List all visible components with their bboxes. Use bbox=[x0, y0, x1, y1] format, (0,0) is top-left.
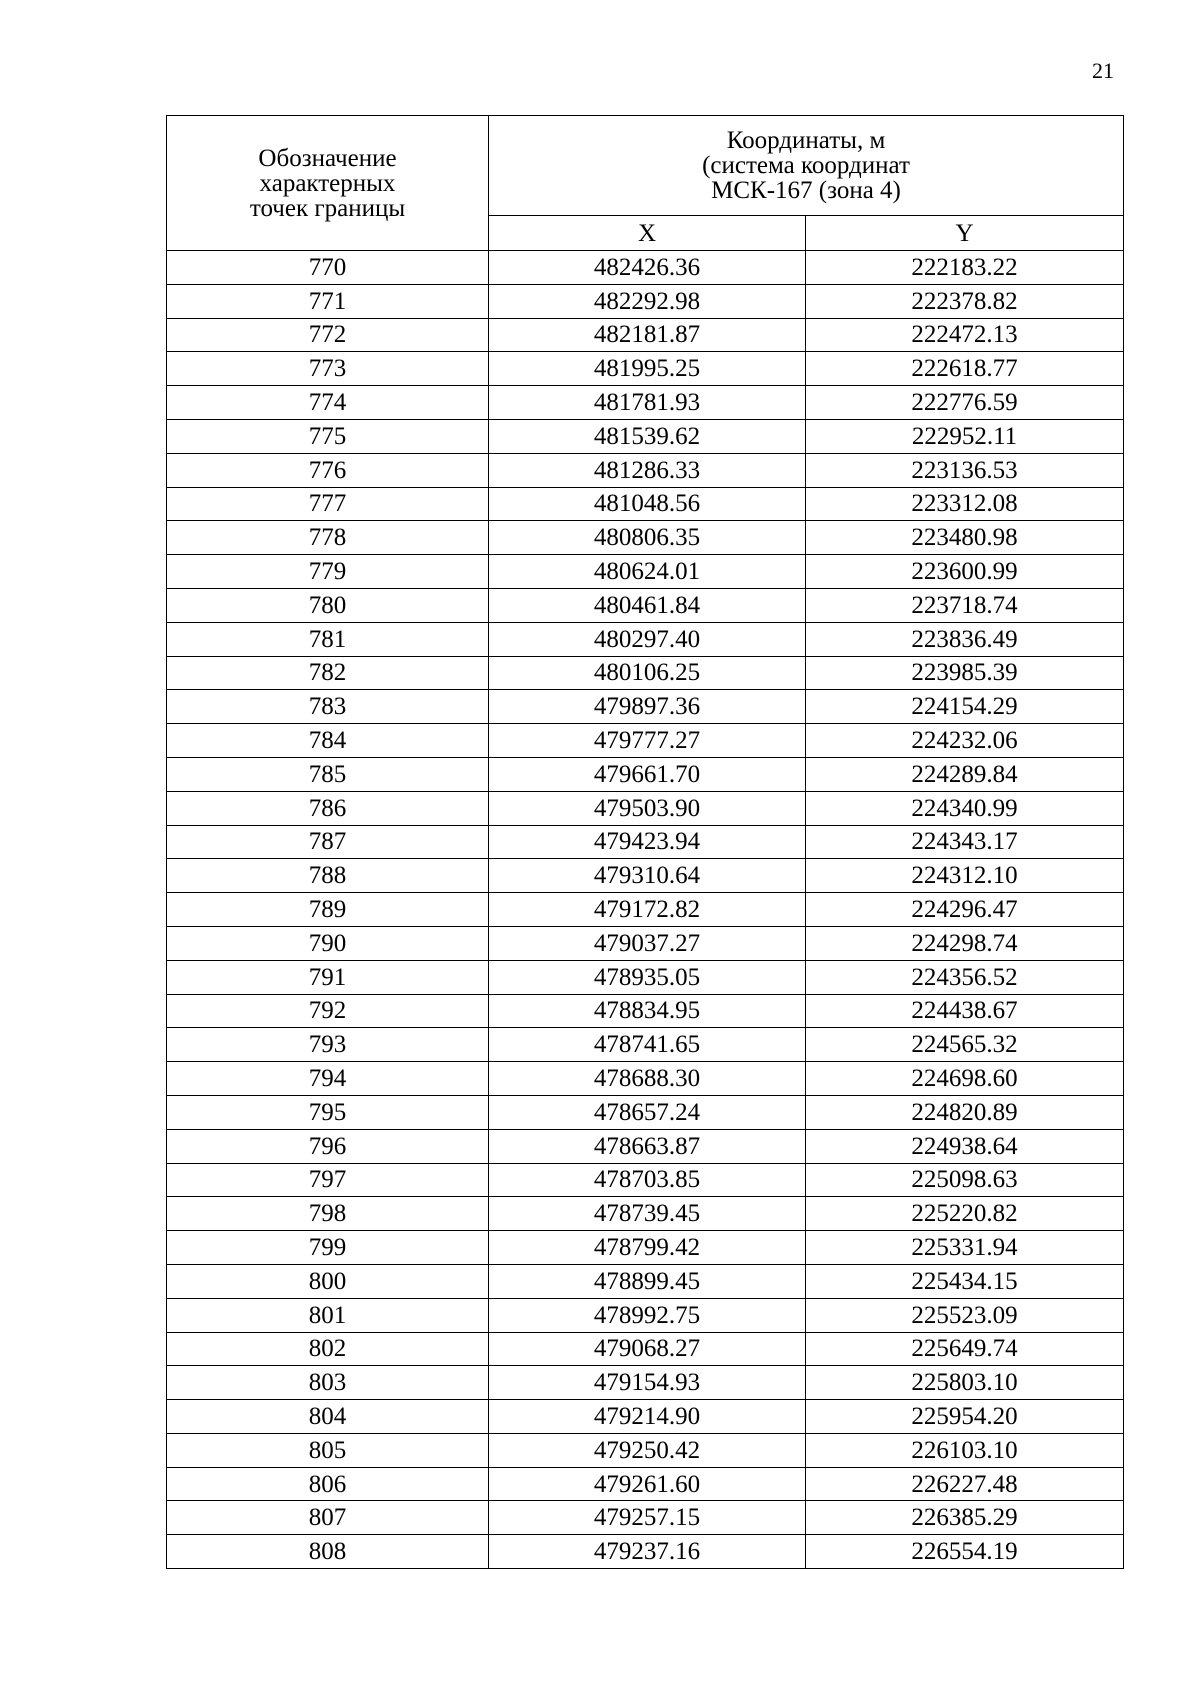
x-coordinate-cell: 482292.98 bbox=[489, 284, 806, 318]
point-cell: 785 bbox=[167, 757, 489, 791]
point-designation-header bbox=[167, 116, 489, 251]
x-coordinate-cell: 479172.82 bbox=[489, 893, 806, 927]
y-coordinate-cell: 222952.11 bbox=[806, 419, 1124, 453]
coords-header-line: МСК-167 (зона 4) bbox=[711, 177, 901, 205]
y-coordinate-cell: 222378.82 bbox=[806, 284, 1124, 318]
point-cell: 807 bbox=[167, 1501, 489, 1535]
x-coordinate-cell: 481539.62 bbox=[489, 419, 806, 453]
table-row bbox=[167, 352, 1124, 386]
coords-header-line: (система координат bbox=[702, 152, 910, 180]
point-cell: 772 bbox=[167, 318, 489, 352]
x-coordinate-cell: 478741.65 bbox=[489, 1028, 806, 1062]
table-row bbox=[167, 994, 1124, 1028]
table-row bbox=[167, 386, 1124, 420]
x-coordinate-cell: 479154.93 bbox=[489, 1366, 806, 1400]
table-row bbox=[167, 1163, 1124, 1197]
point-cell: 774 bbox=[167, 386, 489, 420]
y-coordinate-cell: 224938.64 bbox=[806, 1129, 1124, 1163]
table-row bbox=[167, 1332, 1124, 1366]
table-row bbox=[167, 1028, 1124, 1062]
x-column-header: X bbox=[489, 216, 806, 251]
point-cell: 806 bbox=[167, 1467, 489, 1501]
x-coordinate-cell: 482181.87 bbox=[489, 318, 806, 352]
point-cell: 770 bbox=[167, 251, 489, 285]
table-row bbox=[167, 791, 1124, 825]
x-coordinate-cell: 480297.40 bbox=[489, 622, 806, 656]
y-coordinate-cell: 222776.59 bbox=[806, 386, 1124, 420]
y-coordinate-cell: 225220.82 bbox=[806, 1197, 1124, 1231]
y-coordinate-cell: 224289.84 bbox=[806, 757, 1124, 791]
point-cell: 803 bbox=[167, 1366, 489, 1400]
point-cell: 781 bbox=[167, 622, 489, 656]
x-coordinate-cell: 478899.45 bbox=[489, 1264, 806, 1298]
x-coordinate-cell: 480624.01 bbox=[489, 555, 806, 589]
point-cell: 796 bbox=[167, 1129, 489, 1163]
y-coordinate-cell: 224820.89 bbox=[806, 1095, 1124, 1129]
y-coordinate-cell: 223136.53 bbox=[806, 453, 1124, 487]
y-coordinate-cell: 223985.39 bbox=[806, 656, 1124, 690]
table-row bbox=[167, 1467, 1124, 1501]
coordinates-table-body bbox=[167, 251, 1124, 1569]
table-row bbox=[167, 656, 1124, 690]
point-cell: 798 bbox=[167, 1197, 489, 1231]
y-coordinate-cell: 224232.06 bbox=[806, 724, 1124, 758]
y-coordinate-cell: 224698.60 bbox=[806, 1062, 1124, 1096]
table-row bbox=[167, 1231, 1124, 1265]
y-coordinate-cell: 224298.74 bbox=[806, 926, 1124, 960]
table-row bbox=[167, 555, 1124, 589]
table-row bbox=[167, 690, 1124, 724]
y-coordinate-cell: 225803.10 bbox=[806, 1366, 1124, 1400]
y-column-header: Y bbox=[806, 216, 1124, 251]
point-cell: 782 bbox=[167, 656, 489, 690]
x-coordinate-cell: 479237.16 bbox=[489, 1535, 806, 1569]
point-cell: 787 bbox=[167, 825, 489, 859]
y-coordinate-cell: 226554.19 bbox=[806, 1535, 1124, 1569]
x-coordinate-cell: 482426.36 bbox=[489, 251, 806, 285]
point-header-line: характерных bbox=[259, 169, 396, 197]
point-cell: 800 bbox=[167, 1264, 489, 1298]
point-cell: 784 bbox=[167, 724, 489, 758]
x-coordinate-cell: 479037.27 bbox=[489, 926, 806, 960]
x-coordinate-cell: 480106.25 bbox=[489, 656, 806, 690]
x-coordinate-cell: 479214.90 bbox=[489, 1400, 806, 1434]
x-coordinate-cell: 479503.90 bbox=[489, 791, 806, 825]
y-coordinate-cell: 224296.47 bbox=[806, 893, 1124, 927]
point-cell: 794 bbox=[167, 1062, 489, 1096]
table-row bbox=[167, 893, 1124, 927]
y-coordinate-cell: 223480.98 bbox=[806, 521, 1124, 555]
y-coordinate-cell: 222183.22 bbox=[806, 251, 1124, 285]
y-coordinate-cell: 225434.15 bbox=[806, 1264, 1124, 1298]
point-header-line: Обозначение bbox=[258, 144, 397, 172]
table-row bbox=[167, 859, 1124, 893]
table-row bbox=[167, 1501, 1124, 1535]
point-header-line: точек границы bbox=[249, 194, 406, 222]
point-cell: 793 bbox=[167, 1028, 489, 1062]
point-cell: 788 bbox=[167, 859, 489, 893]
y-coordinate-cell: 223312.08 bbox=[806, 487, 1124, 521]
x-coordinate-cell: 480461.84 bbox=[489, 588, 806, 622]
y-coordinate-cell: 225649.74 bbox=[806, 1332, 1124, 1366]
x-coordinate-cell: 479777.27 bbox=[489, 724, 806, 758]
point-cell: 797 bbox=[167, 1163, 489, 1197]
table-row bbox=[167, 622, 1124, 656]
x-coordinate-cell: 478688.30 bbox=[489, 1062, 806, 1096]
y-coordinate-cell: 222618.77 bbox=[806, 352, 1124, 386]
y-coordinate-cell: 225098.63 bbox=[806, 1163, 1124, 1197]
point-cell: 795 bbox=[167, 1095, 489, 1129]
x-coordinate-cell: 479261.60 bbox=[489, 1467, 806, 1501]
point-cell: 801 bbox=[167, 1298, 489, 1332]
point-cell: 786 bbox=[167, 791, 489, 825]
table-row bbox=[167, 1298, 1124, 1332]
x-coordinate-cell: 479897.36 bbox=[489, 690, 806, 724]
y-coordinate-cell: 224438.67 bbox=[806, 994, 1124, 1028]
point-cell: 799 bbox=[167, 1231, 489, 1265]
x-coordinate-cell: 478992.75 bbox=[489, 1298, 806, 1332]
y-coordinate-cell: 225523.09 bbox=[806, 1298, 1124, 1332]
y-coordinate-cell: 226103.10 bbox=[806, 1433, 1124, 1467]
point-cell: 789 bbox=[167, 893, 489, 927]
table-row bbox=[167, 1264, 1124, 1298]
table-row bbox=[167, 1197, 1124, 1231]
x-coordinate-cell: 478663.87 bbox=[489, 1129, 806, 1163]
table-row bbox=[167, 419, 1124, 453]
coords-header-line: Координаты, м bbox=[726, 127, 886, 155]
table-row bbox=[167, 1433, 1124, 1467]
x-coordinate-cell: 478799.42 bbox=[489, 1231, 806, 1265]
x-coordinate-cell: 478935.05 bbox=[489, 960, 806, 994]
x-coordinate-cell: 479423.94 bbox=[489, 825, 806, 859]
x-coordinate-cell: 480806.35 bbox=[489, 521, 806, 555]
table-row bbox=[167, 1062, 1124, 1096]
y-coordinate-cell: 224565.32 bbox=[806, 1028, 1124, 1062]
table-row bbox=[167, 318, 1124, 352]
point-cell: 783 bbox=[167, 690, 489, 724]
table-row bbox=[167, 1366, 1124, 1400]
x-coordinate-cell: 481048.56 bbox=[489, 487, 806, 521]
x-coordinate-cell: 479068.27 bbox=[489, 1332, 806, 1366]
table-row bbox=[167, 1129, 1124, 1163]
x-coordinate-cell: 481781.93 bbox=[489, 386, 806, 420]
y-coordinate-cell: 224154.29 bbox=[806, 690, 1124, 724]
point-cell: 792 bbox=[167, 994, 489, 1028]
y-coordinate-cell: 225954.20 bbox=[806, 1400, 1124, 1434]
x-coordinate-cell: 481286.33 bbox=[489, 453, 806, 487]
point-cell: 804 bbox=[167, 1400, 489, 1434]
y-coordinate-cell: 222472.13 bbox=[806, 318, 1124, 352]
table-row bbox=[167, 251, 1124, 285]
x-coordinate-cell: 479257.15 bbox=[489, 1501, 806, 1535]
table-row bbox=[167, 1095, 1124, 1129]
point-cell: 778 bbox=[167, 521, 489, 555]
coordinates-table bbox=[166, 115, 1124, 1569]
point-cell: 777 bbox=[167, 487, 489, 521]
table-row bbox=[167, 1400, 1124, 1434]
coordinates-header bbox=[489, 116, 1124, 216]
table-row bbox=[167, 487, 1124, 521]
y-coordinate-cell: 224356.52 bbox=[806, 960, 1124, 994]
table-row bbox=[167, 453, 1124, 487]
table-row bbox=[167, 960, 1124, 994]
point-cell: 771 bbox=[167, 284, 489, 318]
x-coordinate-cell: 478657.24 bbox=[489, 1095, 806, 1129]
point-cell: 808 bbox=[167, 1535, 489, 1569]
point-cell: 773 bbox=[167, 352, 489, 386]
point-cell: 776 bbox=[167, 453, 489, 487]
x-coordinate-cell: 479310.64 bbox=[489, 859, 806, 893]
y-coordinate-cell: 224312.10 bbox=[806, 859, 1124, 893]
point-cell: 802 bbox=[167, 1332, 489, 1366]
x-coordinate-cell: 479661.70 bbox=[489, 757, 806, 791]
x-coordinate-cell: 478703.85 bbox=[489, 1163, 806, 1197]
y-coordinate-cell: 224343.17 bbox=[806, 825, 1124, 859]
y-coordinate-cell: 223718.74 bbox=[806, 588, 1124, 622]
x-coordinate-cell: 479250.42 bbox=[489, 1433, 806, 1467]
table-row bbox=[167, 926, 1124, 960]
table-row bbox=[167, 521, 1124, 555]
table-row bbox=[167, 1535, 1124, 1569]
y-coordinate-cell: 223600.99 bbox=[806, 555, 1124, 589]
page-number: 21 bbox=[1092, 58, 1114, 83]
point-cell: 805 bbox=[167, 1433, 489, 1467]
table-row bbox=[167, 284, 1124, 318]
point-cell: 775 bbox=[167, 419, 489, 453]
y-coordinate-cell: 226385.29 bbox=[806, 1501, 1124, 1535]
point-cell: 780 bbox=[167, 588, 489, 622]
table-row bbox=[167, 825, 1124, 859]
y-coordinate-cell: 224340.99 bbox=[806, 791, 1124, 825]
point-cell: 779 bbox=[167, 555, 489, 589]
y-coordinate-cell: 225331.94 bbox=[806, 1231, 1124, 1265]
y-coordinate-cell: 223836.49 bbox=[806, 622, 1124, 656]
point-cell: 791 bbox=[167, 960, 489, 994]
table-row bbox=[167, 724, 1124, 758]
x-coordinate-cell: 478739.45 bbox=[489, 1197, 806, 1231]
x-coordinate-cell: 478834.95 bbox=[489, 994, 806, 1028]
point-cell: 790 bbox=[167, 926, 489, 960]
table-row bbox=[167, 757, 1124, 791]
table-row bbox=[167, 588, 1124, 622]
x-coordinate-cell: 481995.25 bbox=[489, 352, 806, 386]
y-coordinate-cell: 226227.48 bbox=[806, 1467, 1124, 1501]
